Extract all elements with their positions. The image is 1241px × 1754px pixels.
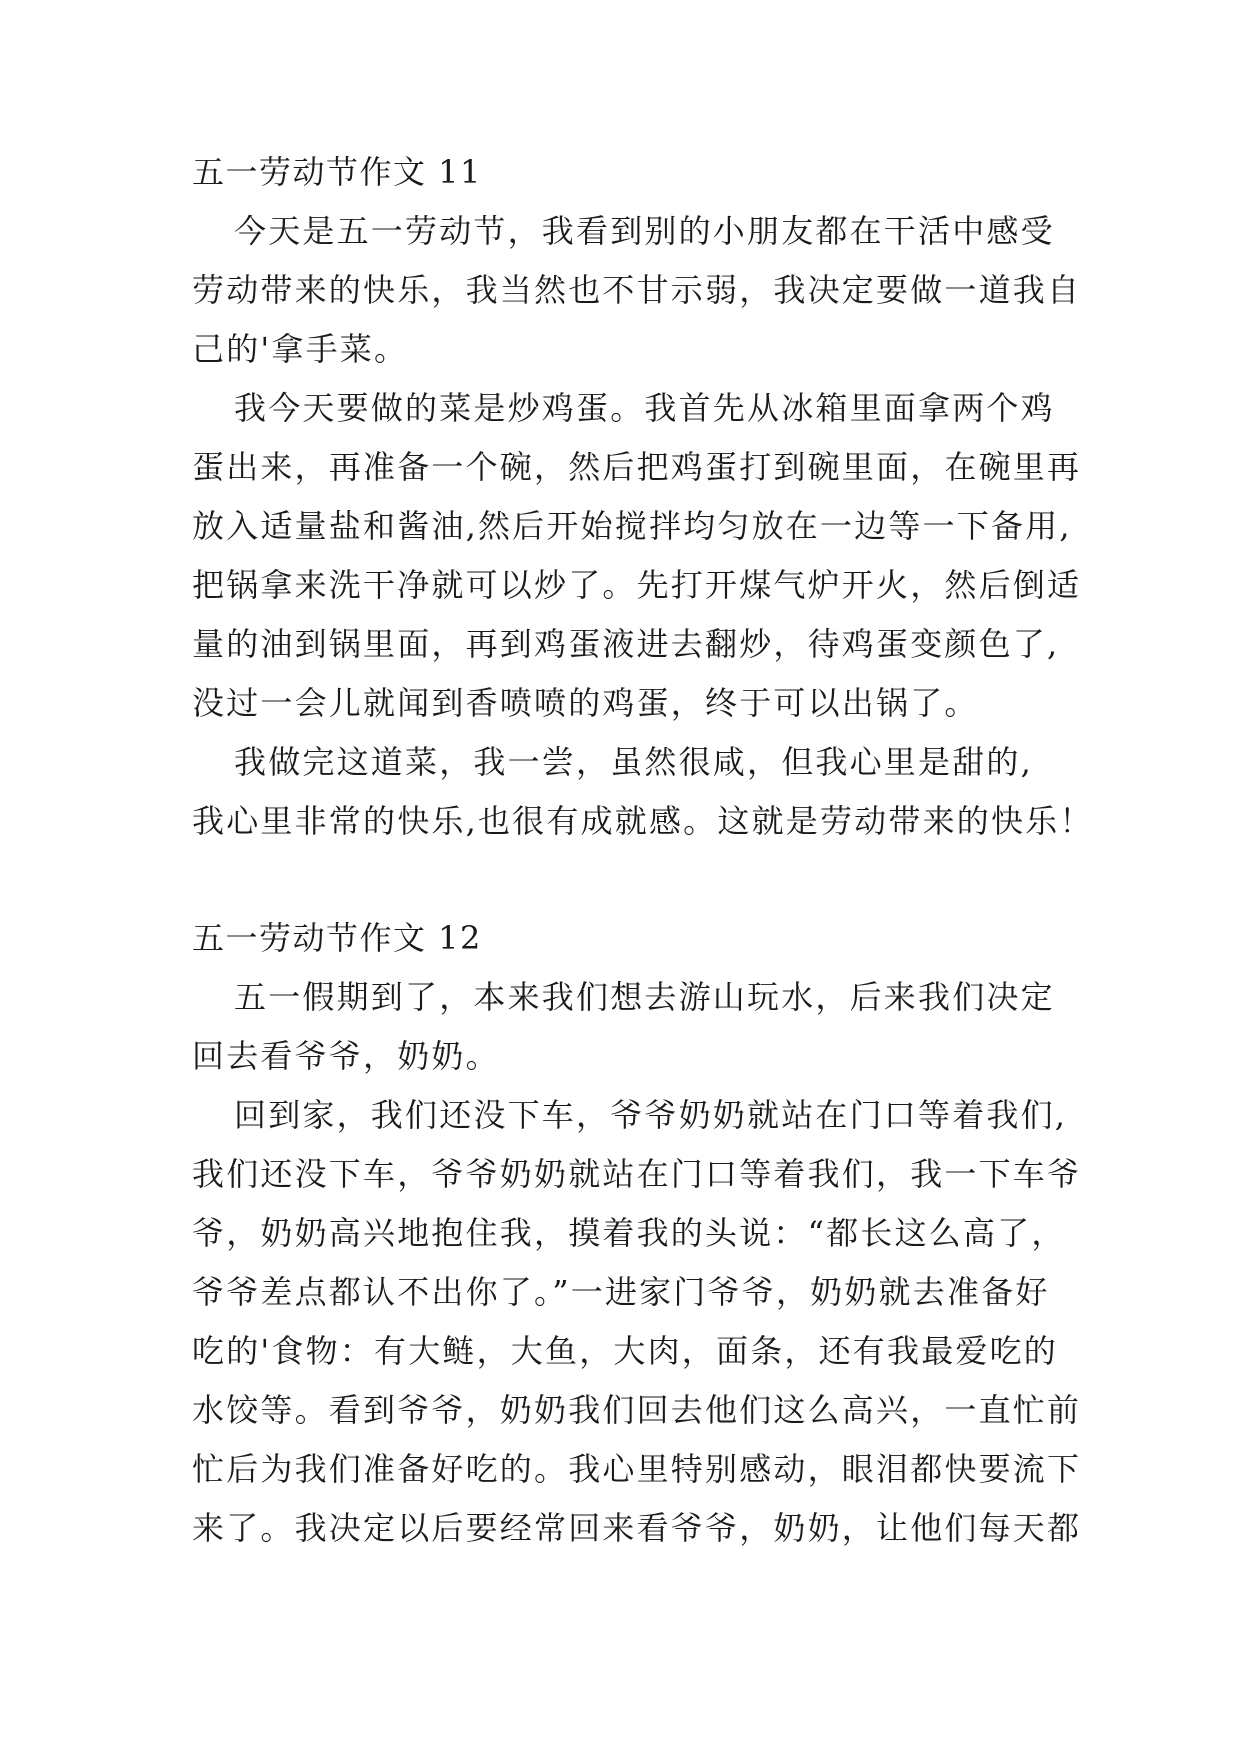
paragraph-line: 我做完这道菜，我一尝，虽然很咸，但我心里是甜的, — [234, 743, 1033, 781]
paragraph-line: 我心里非常的快乐,也很有成就感。这就是劳动带来的快乐！ — [192, 802, 1094, 840]
paragraph-line: 把锅拿来洗干净就可以炒了。先打开煤气炉开火，然后倒适 — [192, 566, 1082, 604]
paragraph-line: 我今天要做的菜是炒鸡蛋。我首先从冰箱里面拿两个鸡 — [234, 389, 1055, 427]
paragraph-line: 蛋出来，再准备一个碗，然后把鸡蛋打到碗里面，在碗里再 — [192, 448, 1082, 486]
paragraph-line: 己的'拿手菜。 — [192, 330, 409, 368]
paragraph-line: 放入适量盐和酱油,然后开始搅拌均匀放在一边等一下备用, — [192, 507, 1072, 545]
paragraph-line: 五一假期到了，本来我们想去游山玩水，后来我们决定 — [234, 978, 1055, 1016]
section-title: 五一劳动节作文 12 — [192, 919, 482, 957]
section-title: 五一劳动节作文 11 — [192, 153, 482, 191]
paragraph-line: 回去看爷爷，奶奶。 — [192, 1037, 500, 1075]
paragraph-line: 爷爷差点都认不出你了。”一进家门爷爷，奶奶就去准备好 — [192, 1273, 1050, 1311]
paragraph-line: 爷，奶奶高兴地抱住我，摸着我的头说：“都长这么高了， — [192, 1214, 1066, 1252]
paragraph-line: 量的油到锅里面，再到鸡蛋液进去翻炒，待鸡蛋变颜色了, — [192, 625, 1060, 663]
paragraph-line: 我们还没下车，爷爷奶奶就站在门口等着我们，我一下车爷 — [192, 1155, 1082, 1193]
paragraph-line: 来了。我决定以后要经常回来看爷爷，奶奶，让他们每天都 — [192, 1509, 1082, 1547]
paragraph-line: 忙后为我们准备好吃的。我心里特别感动，眼泪都快要流下 — [192, 1450, 1082, 1488]
paragraph-line: 劳动带来的快乐，我当然也不甘示弱，我决定要做一道我自 — [192, 271, 1082, 309]
paragraph-line: 今天是五一劳动节，我看到别的小朋友都在干活中感受 — [234, 212, 1055, 250]
paragraph-line: 水饺等。看到爷爷，奶奶我们回去他们这么高兴，一直忙前 — [192, 1391, 1082, 1429]
paragraph-line: 没过一会儿就闻到香喷喷的鸡蛋，终于可以出锅了。 — [192, 684, 979, 722]
paragraph-line: 回到家，我们还没下车，爷爷奶奶就站在门口等着我们, — [234, 1096, 1068, 1134]
paragraph-line: 吃的'食物：有大鲢，大鱼，大肉，面条，还有我最爱吃的 — [192, 1332, 1058, 1370]
